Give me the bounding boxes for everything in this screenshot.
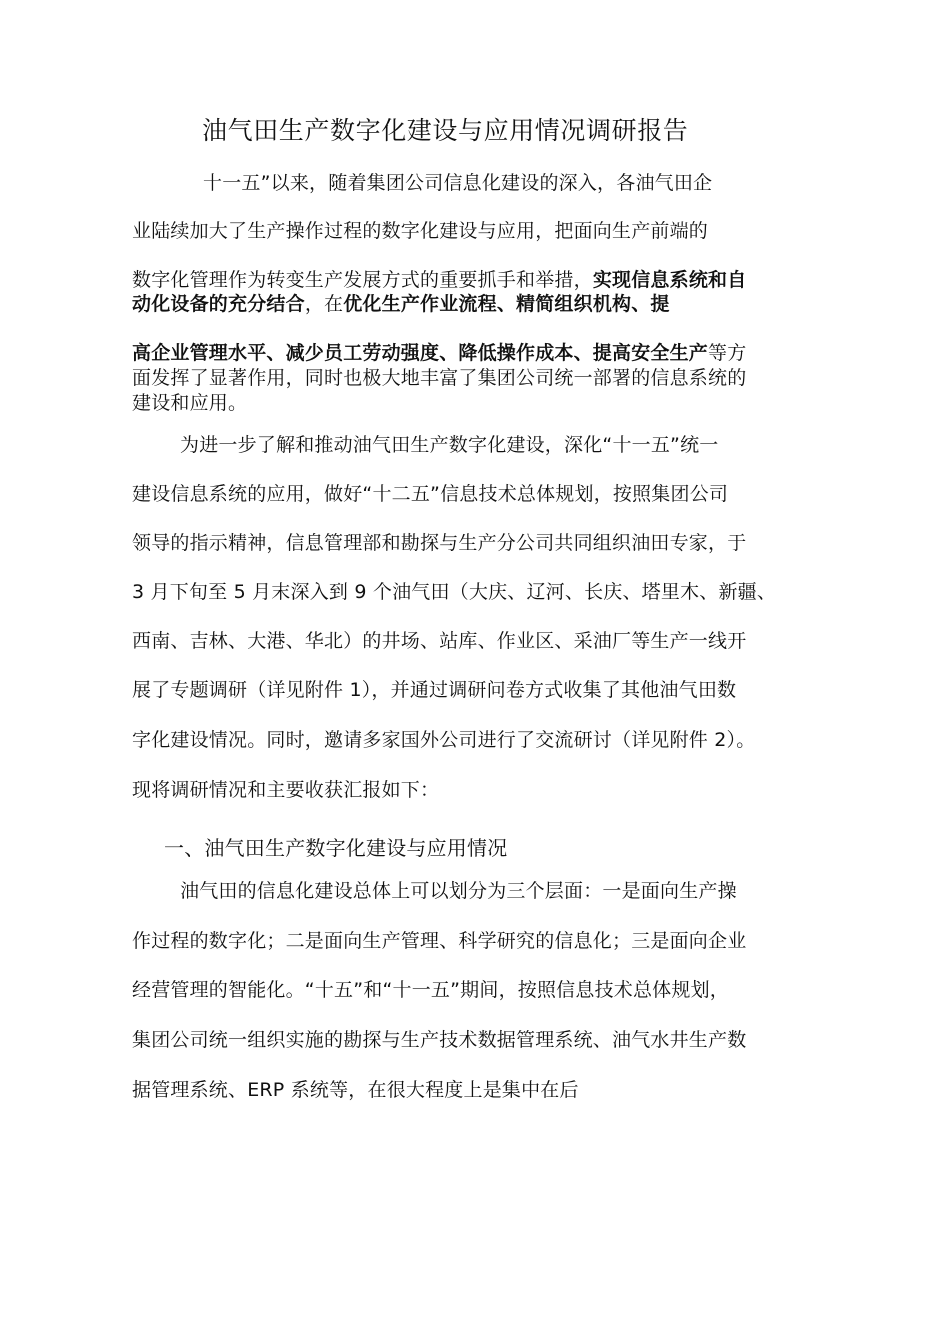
paragraph-1-line-3-emphasis: 实现信息系统和自 xyxy=(592,269,747,291)
paragraph-2-line-8: 现将调研情况和主要收获汇报如下： xyxy=(132,779,440,801)
section-1-line-3: 经营管理的智能化。“十五”和“十一五”期间，按照信息技术总体规划， xyxy=(132,979,729,1001)
document-title: 油气田生产数字化建设与应用情况调研报告 xyxy=(202,116,689,145)
section-1-line-2: 作过程的数字化；二是面向生产管理、科学研究的信息化；三是面向企业 xyxy=(132,930,747,952)
paragraph-2-line-2: 建设信息系统的应用，做好“十二五”信息技术总体规划，按照集团公司 xyxy=(132,483,729,505)
paragraph-1-line-3-text: 数字化管理作为转变生产发展方式的重要抓手和举措， xyxy=(132,269,593,291)
paragraph-1-line-4-text: ，在 xyxy=(304,293,344,315)
section-1-line-5: 据管理系统、ERP 系统等，在很大程度上是集中在后 xyxy=(132,1079,579,1101)
paragraph-1-line-5-emphasis: 高企业管理水平、减少员工劳动强度、降低操作成本、提高安全生产 xyxy=(132,342,709,364)
paragraph-2-line-5: 西南、吉林、大港、华北）的井场、站库、作业区、采油厂等生产一线开 xyxy=(132,630,747,652)
paragraph-1-line-1: 十一五”以来，随着集团公司信息化建设的深入，各油气田企 xyxy=(203,172,713,194)
paragraph-1-line-4-emphasis-b: 优化生产作业流程、精简组织机构、提 xyxy=(343,293,670,315)
paragraph-1-line-4 xyxy=(132,291,670,317)
paragraph-1-line-4-emphasis-a: 动化设备的充分结合 xyxy=(132,293,305,315)
section-1-line-1: 油气田的信息化建设总体上可以划分为三个层面：一是面向生产操 xyxy=(180,880,737,902)
paragraph-2-line-3: 领导的指示精神，信息管理部和勘探与生产分公司共同组织油田专家，于 xyxy=(132,532,747,554)
paragraph-2-line-1: 为进一步了解和推动油气田生产数字化建设，深化“十一五”统一 xyxy=(180,434,719,456)
paragraph-1-line-5 xyxy=(132,340,746,366)
paragraph-1-line-2: 业陆续加大了生产操作过程的数字化建设与应用，把面向生产前端的 xyxy=(132,220,709,242)
paragraph-1-line-3 xyxy=(132,267,746,293)
paragraph-1-line-5-text: 等方 xyxy=(708,342,747,364)
paragraph-2-line-6: 展了专题调研（详见附件 1），并通过调研问卷方式收集了其他油气田数 xyxy=(132,679,737,701)
section-1-line-4: 集团公司统一组织实施的勘探与生产技术数据管理系统、油气水井生产数 xyxy=(132,1029,747,1051)
section-1-heading: 一、油气田生产数字化建设与应用情况 xyxy=(164,836,508,860)
paragraph-1-line-7: 建设和应用。 xyxy=(132,392,248,414)
paragraph-1-line-6: 面发挥了显著作用，同时也极大地丰富了集团公司统一部署的信息系统的 xyxy=(132,367,747,389)
paragraph-2-line-4: 3 月下旬至 5 月末深入到 9 个油气田（大庆、辽河、长庆、塔里木、新疆、 xyxy=(132,581,777,603)
paragraph-2-line-7: 字化建设情况。同时，邀请多家国外公司进行了交流研讨（详见附件 2）。 xyxy=(132,729,756,751)
